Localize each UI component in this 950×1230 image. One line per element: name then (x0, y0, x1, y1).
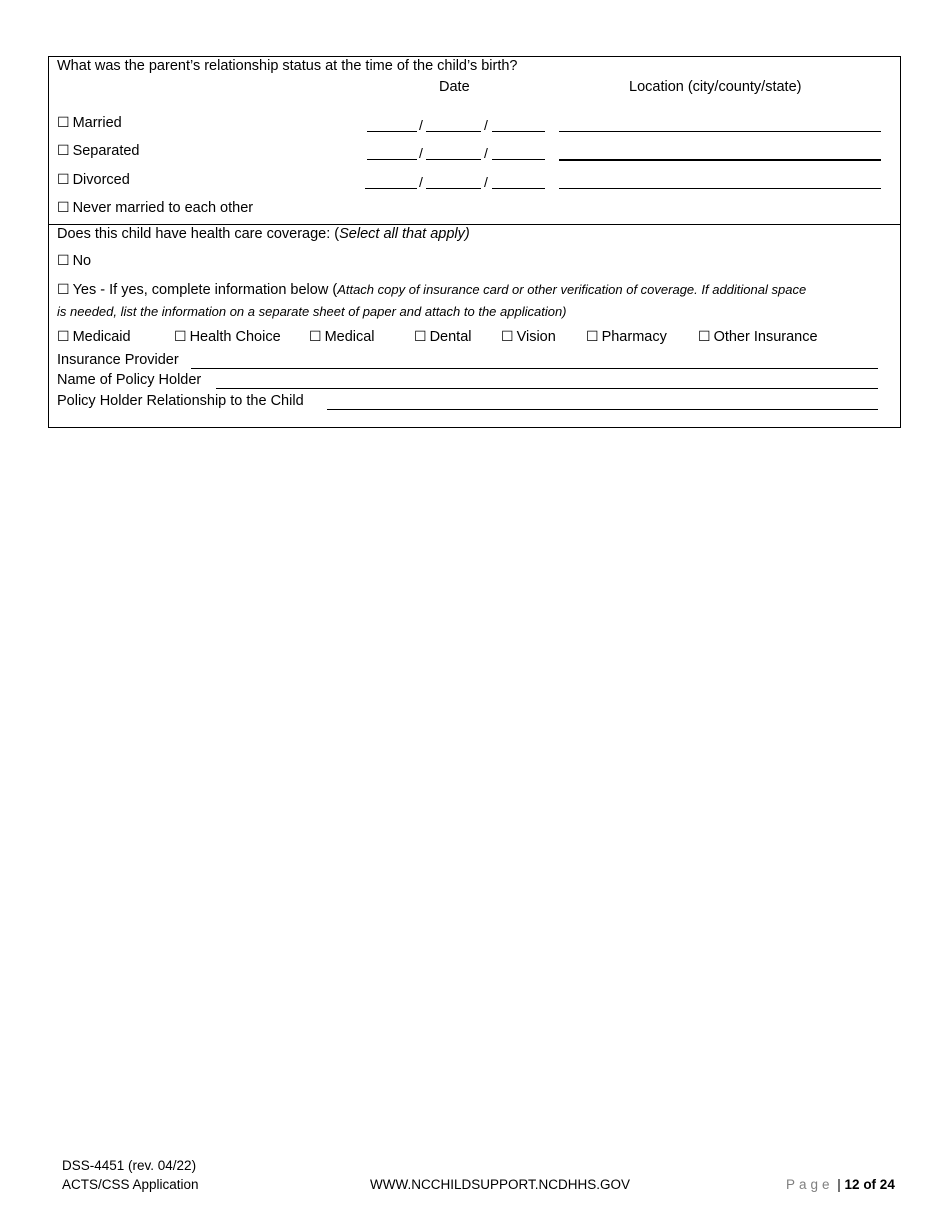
never-married-checkbox[interactable] (57, 200, 253, 216)
website-link[interactable]: WWW.NCCHILDSUPPORT.NCDHHS.GOV (370, 1177, 631, 1192)
type-vision-label: Vision (516, 329, 556, 345)
form-name: ACTS/CSS Application (62, 1177, 199, 1192)
type-dental-label: Dental (429, 329, 472, 345)
coverage-no-label: No (72, 253, 92, 269)
divorced-location-field[interactable] (559, 188, 881, 189)
coverage-question-hint: Select all that apply) (339, 226, 470, 242)
section-divider (49, 224, 900, 225)
separated-date-year[interactable] (492, 159, 545, 160)
date-separator: / (484, 145, 488, 161)
type-pharmacy-checkbox[interactable] (586, 329, 667, 345)
date-separator: / (419, 117, 423, 133)
type-vision-checkbox[interactable] (501, 329, 556, 345)
checkbox-icon: ☐ (57, 282, 70, 298)
checkbox-icon: ☐ (57, 143, 70, 159)
separated-label: Separated (72, 143, 140, 159)
checkbox-icon: ☐ (309, 329, 322, 345)
divorced-date-day[interactable] (426, 188, 481, 189)
type-dental-checkbox[interactable] (414, 329, 471, 345)
checkbox-icon: ☐ (698, 329, 711, 345)
type-medical-checkbox[interactable] (309, 329, 375, 345)
date-separator: / (484, 117, 488, 133)
separated-checkbox[interactable] (57, 143, 139, 159)
checkbox-icon: ☐ (57, 329, 70, 345)
type-medicaid-label: Medicaid (72, 329, 131, 345)
checkbox-icon: ☐ (57, 200, 70, 216)
coverage-question (57, 226, 470, 242)
coverage-yes-label: Yes - If yes, complete information below ( (72, 282, 338, 298)
page-separator: | (833, 1177, 845, 1192)
type-medical-label: Medical (324, 329, 375, 345)
separated-location-field[interactable] (559, 159, 881, 161)
married-date-year[interactable] (492, 131, 545, 132)
divorced-date-year[interactable] (492, 188, 545, 189)
relationship-question: What was the parent’s relationship status at the time of the child’s birth? (57, 58, 518, 74)
married-location-field[interactable] (559, 131, 881, 132)
type-pharmacy-label: Pharmacy (601, 329, 667, 345)
divorced-checkbox[interactable] (57, 172, 130, 188)
type-medicaid-checkbox[interactable] (57, 329, 131, 345)
date-separator: / (419, 145, 423, 161)
page-number: 12 of 24 (844, 1177, 895, 1192)
date-separator: / (419, 174, 423, 190)
policy-holder-relationship-label: Policy Holder Relationship to the Child (57, 393, 304, 409)
divorced-label: Divorced (72, 172, 130, 188)
type-health-choice-label: Health Choice (189, 329, 281, 345)
coverage-no-checkbox[interactable] (57, 253, 91, 269)
insurance-provider-field[interactable] (191, 368, 878, 369)
type-other-insurance-checkbox[interactable] (698, 329, 818, 345)
married-date-day[interactable] (426, 131, 481, 132)
checkbox-icon: ☐ (57, 172, 70, 188)
checkbox-icon: ☐ (586, 329, 599, 345)
form-section-box (48, 56, 901, 428)
policy-holder-relationship-field[interactable] (327, 409, 878, 410)
date-column-header: Date (439, 79, 470, 95)
checkbox-icon: ☐ (57, 115, 70, 131)
form-number: DSS-4451 (rev. 04/22) (62, 1158, 197, 1173)
coverage-yes-note-continued: is needed, list the information on a separate sheet of paper and attach to the application) (57, 304, 567, 319)
married-date-month[interactable] (367, 131, 417, 132)
divorced-date-month[interactable] (365, 188, 417, 189)
type-other-insurance-label: Other Insurance (713, 329, 818, 345)
type-health-choice-checkbox[interactable] (174, 329, 281, 345)
checkbox-icon: ☐ (414, 329, 427, 345)
location-column-header: Location (city/county/state) (629, 79, 802, 95)
married-checkbox[interactable] (57, 115, 122, 131)
date-separator: / (484, 174, 488, 190)
married-label: Married (72, 115, 122, 131)
coverage-yes-checkbox[interactable] (57, 282, 806, 298)
checkbox-icon: ☐ (501, 329, 514, 345)
policy-holder-name-label: Name of Policy Holder (57, 372, 202, 388)
page-indicator (786, 1177, 895, 1192)
checkbox-icon: ☐ (174, 329, 187, 345)
page-label: Page (786, 1177, 834, 1192)
policy-holder-name-field[interactable] (216, 388, 878, 389)
never-married-label: Never married to each other (72, 200, 254, 216)
coverage-question-text: Does this child have health care coverage: ( (57, 226, 340, 242)
separated-date-day[interactable] (426, 159, 481, 160)
checkbox-icon: ☐ (57, 253, 70, 269)
separated-date-month[interactable] (367, 159, 417, 160)
insurance-provider-label: Insurance Provider (57, 352, 179, 368)
coverage-yes-note: Attach copy of insurance card or other verification of coverage. If additional space (337, 282, 807, 297)
